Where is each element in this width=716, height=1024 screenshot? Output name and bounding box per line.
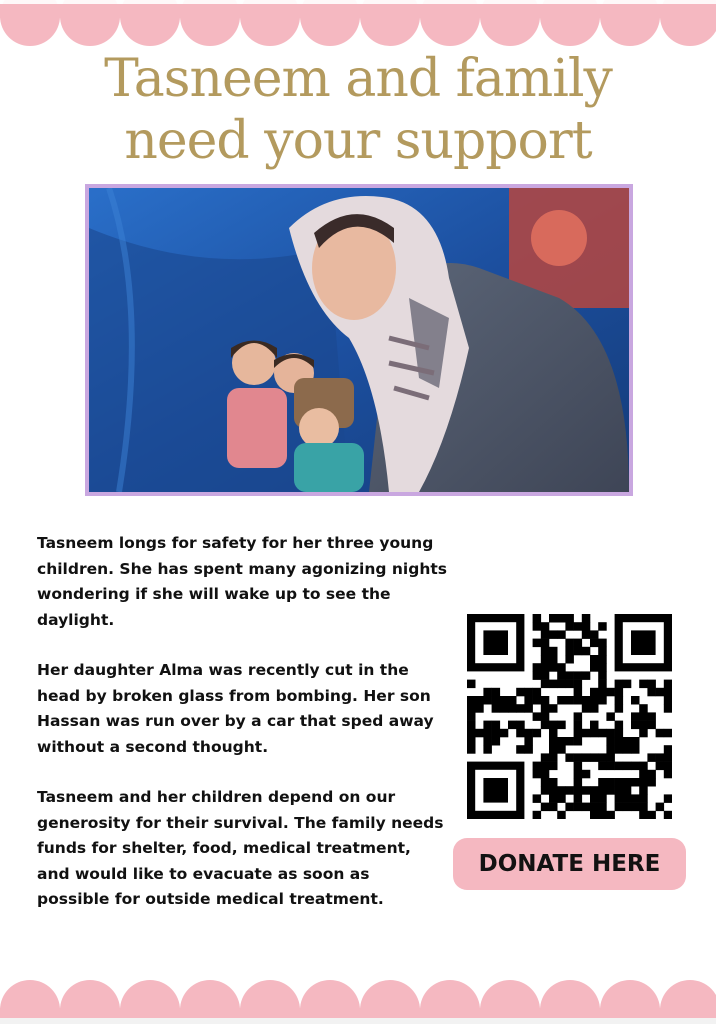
donate-button[interactable]: DONATE HERE: [453, 838, 686, 890]
appeal-text: [37, 531, 447, 938]
title-line-2: need your support: [124, 111, 592, 171]
bottom-scallop-border: [0, 978, 716, 1024]
top-scallop-border: [0, 0, 716, 46]
page-title: [0, 48, 716, 172]
family-photo: [85, 184, 633, 496]
title-line-1: Tasneem and family: [104, 49, 612, 109]
paragraph-2: Her daughter Alma was recently cut in the head by broken glass from bombing. Her son Hassan was run over by a car that sped away without a second thought.: [37, 661, 434, 756]
paragraph-3: Tasneem and her children depend on our generosity for their survival. The family needs funds for shelter, food, medical treatment, and would like to evacuate as soon as possible for outside medical treatment.: [37, 788, 444, 908]
paragraph-1: Tasneem longs for safety for her three young children. She has spent many agonizing nights wondering if she will wake up to see the daylight.: [37, 534, 447, 629]
qr-code-icon[interactable]: [467, 614, 672, 819]
